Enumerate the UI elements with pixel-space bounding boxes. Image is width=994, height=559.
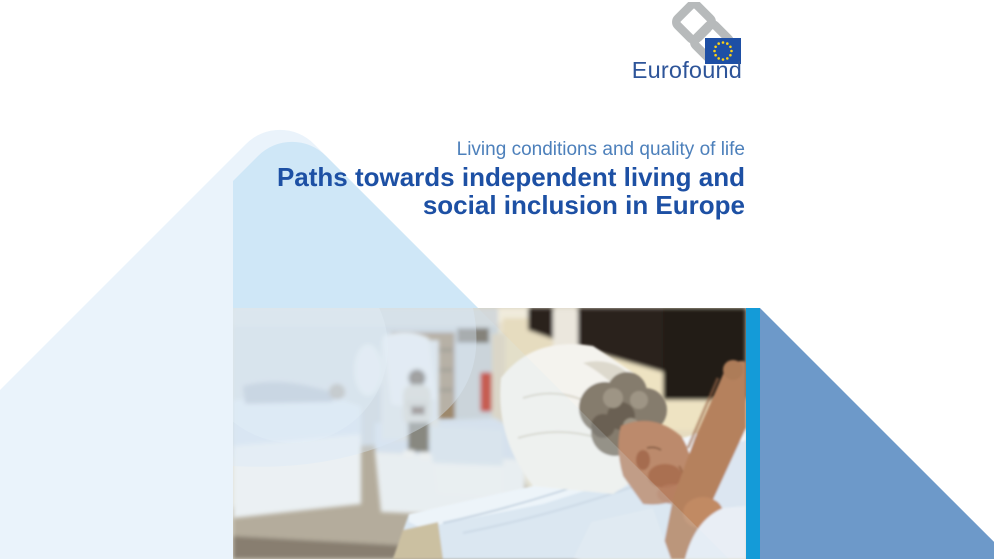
report-title-line-1: Paths towards independent living and bbox=[276, 162, 745, 192]
cover-photo bbox=[233, 308, 746, 559]
eurofound-wordmark: Eurofound bbox=[631, 57, 742, 83]
title-block bbox=[277, 138, 745, 219]
photo-edge-stripe bbox=[746, 308, 760, 559]
eurofound-logo bbox=[622, 2, 742, 86]
series-title: Living conditions and quality of life bbox=[456, 139, 745, 160]
report-title bbox=[277, 163, 745, 219]
report-title-line-2: social inclusion in Europe bbox=[422, 190, 745, 220]
cover-photo-illustration bbox=[233, 308, 746, 559]
